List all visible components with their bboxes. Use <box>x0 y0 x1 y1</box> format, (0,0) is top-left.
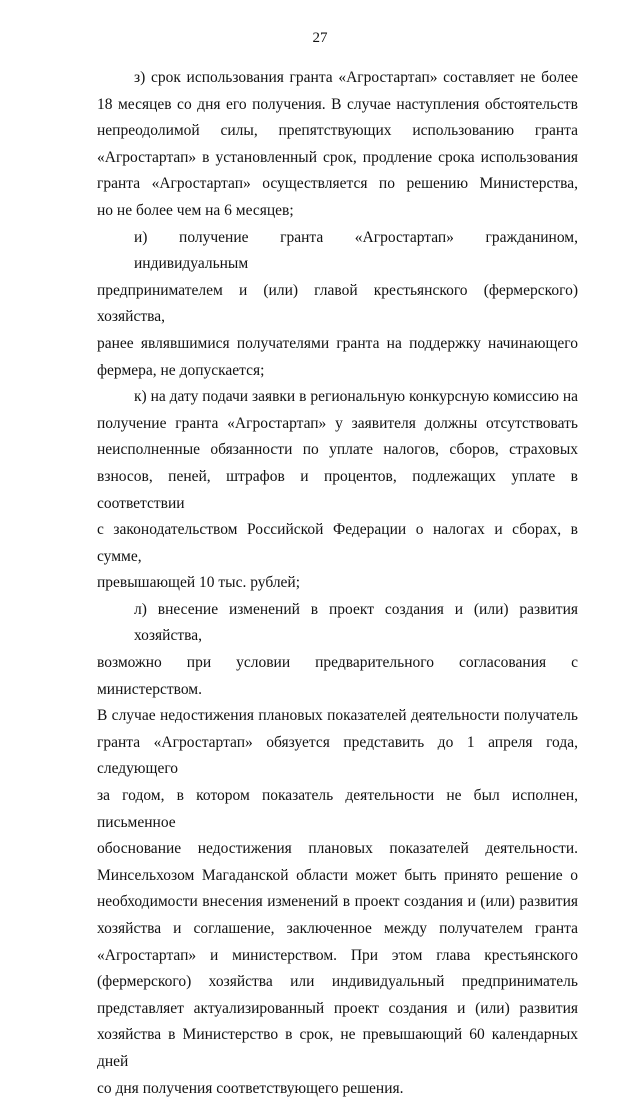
text-line: ранее являвшимися получателями гранта на поддержку начинающего <box>97 334 578 352</box>
text-line: Минсельхозом Магаданской области может быть принято решение о <box>97 866 578 884</box>
text-line: з) срок использования гранта «Агростартап» составляет не более <box>134 69 578 86</box>
text-line: получение гранта «Агростартап» у заявителя должны отсутствовать <box>97 414 578 432</box>
page-number: 27 <box>312 30 328 46</box>
text-line: со дня получения соответствующего решения. <box>97 1079 404 1097</box>
text-line: хозяйства в Министерство в срок, не превышающий 60 календарных дней <box>97 1026 578 1070</box>
text-line: с законодательством Российской Федерации о налогах и сборах, в сумме, <box>97 521 578 565</box>
text-line: возможно при условии предварительного согласования с министерством. <box>97 654 578 698</box>
text-line: непреодолимой силы, препятствующих использованию гранта <box>97 122 578 140</box>
paragraph <box>97 597 578 1102</box>
text-line: превышающей 10 тыс. рублей; <box>97 574 301 592</box>
text-line: л) внесение изменений в проект создания и (или) развития хозяйства, <box>134 600 578 645</box>
text-line: хозяйства и соглашение, заключенное между получателем гранта <box>97 920 578 937</box>
text-line: «Агростартап» в установленный срок, продление срока использования <box>97 148 578 166</box>
text-line: «Агростартап» и министерством. При этом глава крестьянского <box>97 946 578 964</box>
text-line: но не более чем на 6 месяцев; <box>97 201 294 219</box>
paragraph <box>97 65 578 225</box>
text-line: обоснование недостижения плановых показателей деятельности. <box>97 840 578 858</box>
paragraph <box>97 384 578 597</box>
text-line: представляет актуализированный проект создания и (или) развития <box>97 999 578 1017</box>
text-line: неисполненные обязанности по уплате налогов, сборов, страховых <box>97 441 578 459</box>
document-body <box>97 65 578 1102</box>
text-line: фермера, не допускается; <box>97 361 265 379</box>
text-line: В случае недостижения плановых показателей деятельности получатель <box>97 707 578 725</box>
text-line: взносов, пеней, штрафов и процентов, подлежащих уплате в соответствии <box>97 467 578 512</box>
text-line: необходимости внесения изменений в проект создания и (или) развития <box>97 893 578 911</box>
text-line: (фермерского) хозяйства или индивидуальный предприниматель <box>97 973 578 991</box>
text-line: предпринимателем и (или) главой крестьянского (фермерского) хозяйства, <box>97 281 578 326</box>
text-line: гранта «Агростартап» обязуется представить до 1 апреля года, следующего <box>97 733 578 778</box>
paragraph <box>97 225 578 385</box>
text-line: 18 месяцев со дня его получения. В случае наступления обстоятельств <box>97 95 578 113</box>
text-line: гранта «Агростартап» осуществляется по решению Министерства, <box>97 175 578 193</box>
text-line: и) получение гранта «Агростартап» гражданином, индивидуальным <box>134 228 578 273</box>
text-line: к) на дату подачи заявки в региональную конкурсную комиссию на <box>134 388 578 406</box>
text-line: за годом, в котором показатель деятельности не был исполнен, письменное <box>97 787 578 831</box>
